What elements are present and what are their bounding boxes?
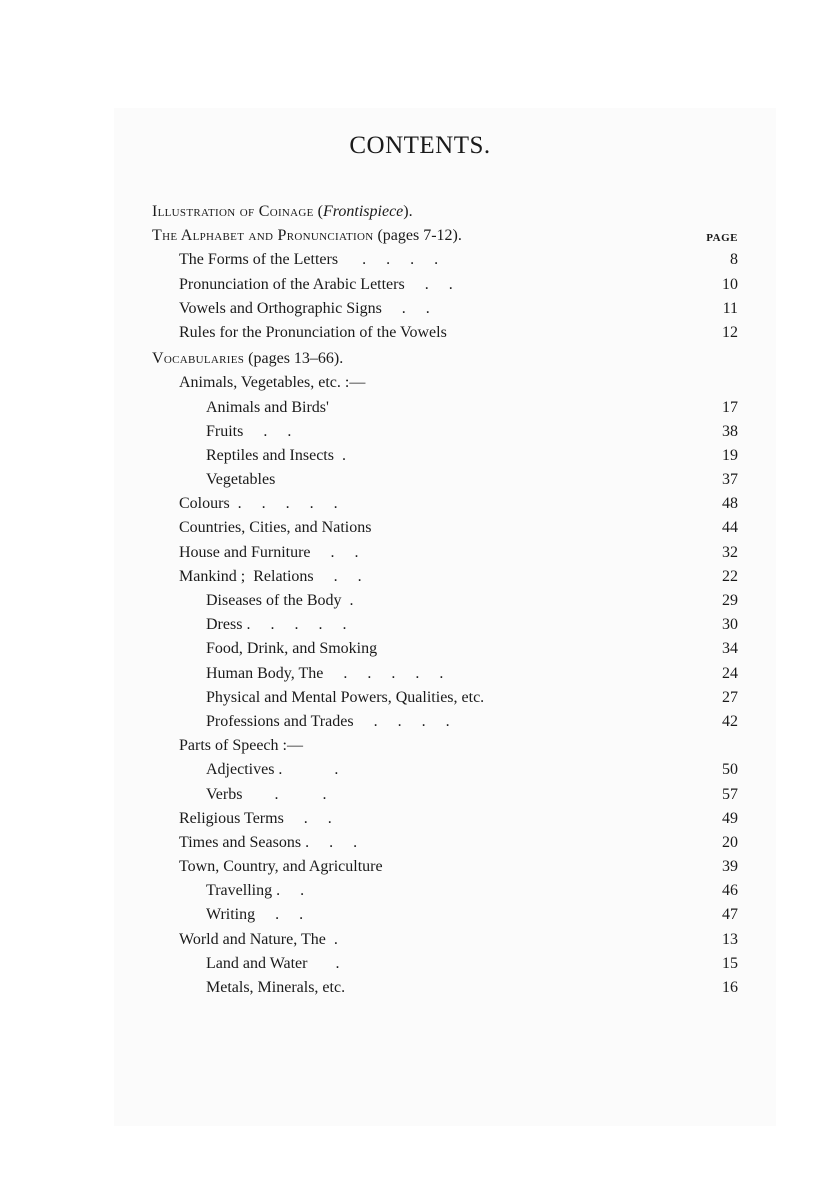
toc-page-number: 15 [722,954,738,972]
toc-page-number: 19 [722,446,738,464]
toc-entry [152,613,738,637]
toc-entry-label [152,224,462,248]
page-column-header: PAGE [706,232,738,245]
toc-page-number: 13 [722,930,738,948]
toc-entry [152,492,738,516]
section-heading-text: Vocabularies [152,350,245,368]
toc-entry [152,928,738,952]
toc-entry [152,297,738,321]
section-heading-pages: (pages 7-12). [373,227,462,245]
toc-entry-label: Professions and Trades . . . . [206,712,450,730]
toc-page-number: 46 [722,882,738,900]
toc-entry-label: Travelling . . [206,882,305,900]
toc-entry-illustration [152,200,738,224]
toc-page-number: 42 [722,712,738,730]
toc-entry-label: Food, Drink, and Smoking [206,640,378,658]
toc-entry-label: Parts of Speech :— [179,737,303,755]
toc-entry-label [152,347,343,371]
toc-entry [152,734,738,758]
toc-entry [152,662,738,686]
toc-page-number: 22 [722,567,738,585]
page-title: CONTENTS. [349,132,491,159]
toc-page-number: 39 [722,858,738,876]
toc-entry [152,321,738,345]
toc-page-number: 10 [722,275,738,293]
toc-entry-label: Town, Country, and Agriculture [179,858,383,876]
toc-entry-label: The Forms of the Letters . . . . [179,251,439,269]
toc-entry [152,273,738,297]
toc-page-number: 24 [722,664,738,682]
toc-entry [152,783,738,807]
toc-entry-label: Fruits . . [206,422,292,440]
toc-page-number: 37 [722,471,738,489]
toc-page-number: 57 [722,785,738,803]
section-heading-pages: (pages 13–66). [244,350,344,368]
toc-page-number: 48 [722,495,738,513]
toc-entry-label: Times and Seasons . . . [179,833,358,851]
toc-page-number: 32 [722,543,738,561]
toc-entry-label: Pronunciation of the Arabic Letters . . [179,275,453,293]
toc-entry [152,952,738,976]
table-of-contents [152,200,738,1000]
section-heading-text: Illustration of Coinage [152,203,314,220]
toc-page-number: 47 [722,906,738,924]
toc-entry-label: World and Nature, The . [179,930,338,948]
toc-page-number: 11 [722,299,738,317]
toc-entry-label: Dress . . . . . [206,616,347,634]
toc-page-number: 29 [722,592,738,609]
toc-entry-label: Human Body, The . . . . . [206,664,444,682]
toc-entry-alphabet [152,224,738,248]
toc-entry [152,516,738,540]
toc-entry [152,855,738,879]
toc-entry [152,371,738,395]
toc-entry-label: Countries, Cities, and Nations [179,519,372,537]
toc-entry [152,976,738,1000]
toc-entry-label [152,200,413,224]
frontispiece-text: Frontispiece [323,203,404,220]
toc-entry-label: House and Furniture . . [179,543,359,561]
toc-page-number: 30 [722,616,738,634]
toc-page-number: 44 [722,519,738,537]
toc-entry-label: Mankind ; Relations . . [179,567,362,585]
section-heading-text: The Alphabet and Pronunciation [152,227,374,245]
paren-open: ( [317,203,323,220]
toc-entry-label: Reptiles and Insects . [206,446,346,464]
toc-entry [152,831,738,855]
toc-entry-label: Animals and Birds' [206,398,329,416]
toc-entry [152,589,738,613]
paren-close: ). [403,203,413,220]
toc-entry-label: Land and Water . [206,954,340,972]
toc-entry-label: Vowels and Orthographic Signs . . [179,299,430,317]
toc-entry [152,248,738,272]
toc-entry [152,444,738,468]
toc-entry-label: Writing . . [206,906,304,924]
toc-page-number: 27 [722,688,738,706]
toc-page-number: 34 [722,640,738,658]
toc-entry [152,710,738,734]
toc-page-number: 20 [722,833,738,851]
toc-entry [152,807,738,831]
toc-entry [152,396,738,420]
toc-entry-label: Metals, Minerals, etc. [206,979,346,996]
toc-entry-label: Verbs . . [206,785,327,803]
toc-entry [152,686,738,710]
toc-entry [152,879,738,903]
toc-entry [152,637,738,661]
toc-entry-vocabularies [152,347,738,371]
toc-entry [152,903,738,927]
toc-page-number: 49 [722,809,738,827]
toc-entry [152,420,738,444]
toc-entry [152,541,738,565]
toc-entry-label: Colours . . . . . [179,495,338,513]
toc-entry-label: Diseases of the Body . [206,592,354,609]
toc-entry [152,758,738,782]
toc-entry-label: Religious Terms . . [179,809,332,827]
toc-entry-label: Vegetables [206,471,276,489]
toc-page-number: 12 [722,323,738,341]
toc-page-number: 8 [730,251,738,269]
toc-page-number: 16 [722,979,738,996]
toc-page-number: 50 [722,761,738,779]
toc-page-number: 38 [722,422,738,440]
toc-entry-label: Rules for the Pronunciation of the Vowels [179,323,447,341]
toc-entry [152,565,738,589]
toc-page-number: 17 [722,398,738,416]
toc-entry [152,468,738,492]
toc-entry-label: Adjectives . . [206,761,339,779]
toc-entry-label: Physical and Mental Powers, Qualities, etc. [206,688,485,706]
toc-entry-label: Animals, Vegetables, etc. :— [179,374,366,392]
